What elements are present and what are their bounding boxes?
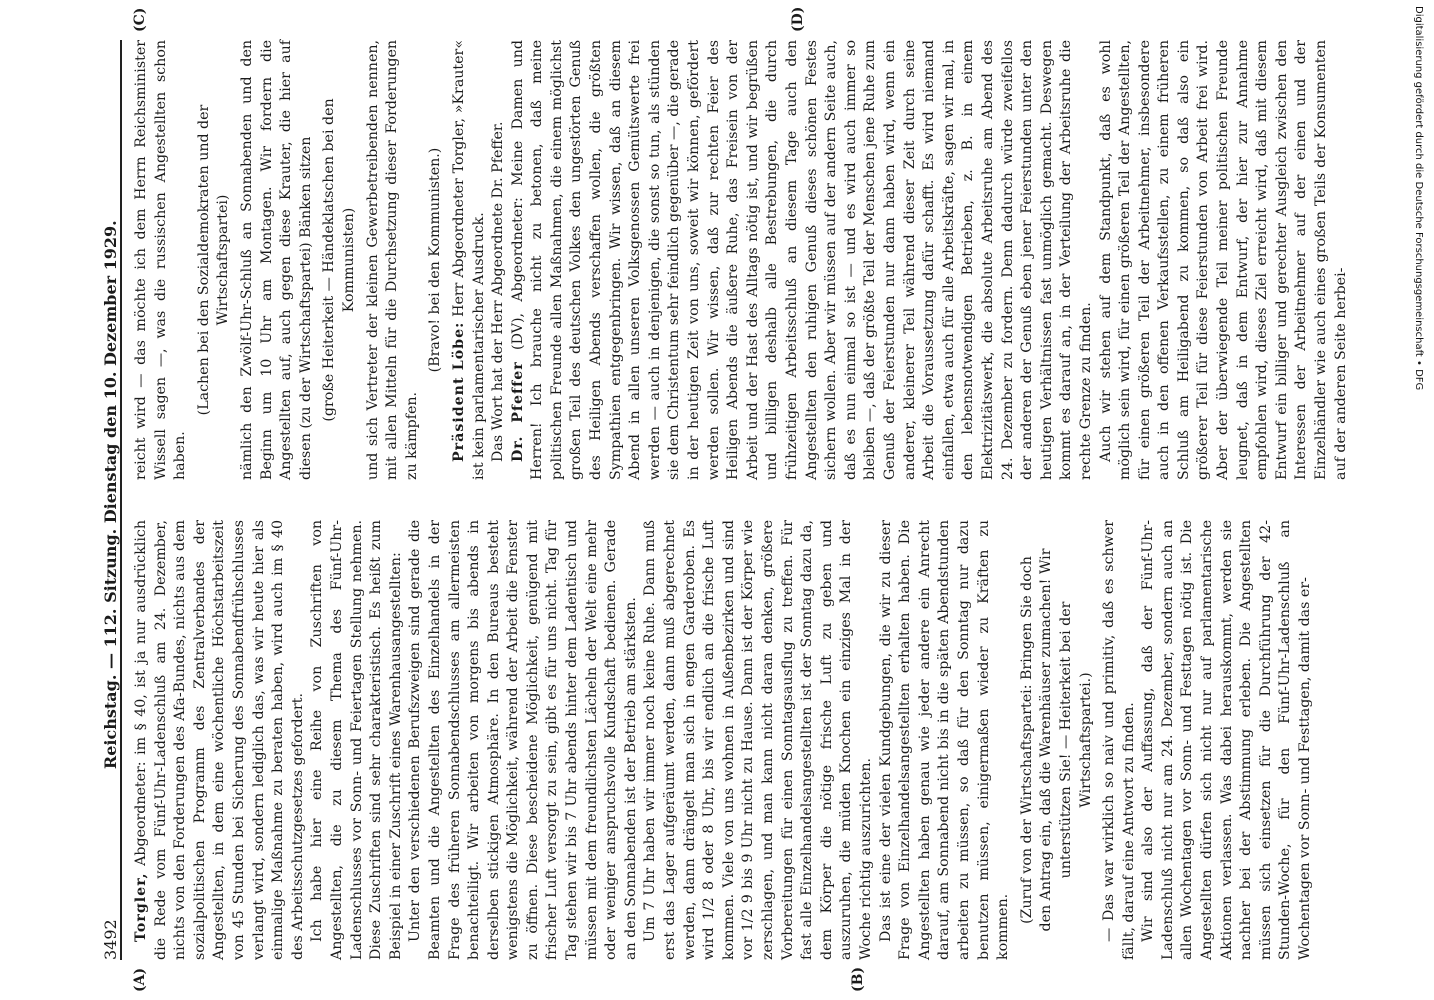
text-paragraph: und sich Vertreter der kleinen Gewerbetreibenden nennen, mit allen Mitteln für die Durchsetzung dieser Forderungen zu kämpfen. [364, 40, 420, 480]
digitization-notice-text: Digitalisierung gefördert durch die Deutsche Forschungsgemeinschaft • DFG [1413, 6, 1424, 391]
speaker-name: Dr. Pfeffer [509, 361, 526, 462]
text-paragraph: — Das war wirklich so naiv und primitiv, daß es schwer fällt, darauf eine Antwort zu finden. [1101, 520, 1137, 960]
margin-mark-c: (C) [132, 7, 148, 32]
speech-paragraph [509, 40, 1097, 480]
speaker-role: (DV), Abgeordneter: [509, 197, 526, 350]
speech-text: im § 40, ist ja nur ausdrücklich die Rede vom Fünf-Uhr-Ladenschluß am 24. Dezember, nichts von den Forderungen des Afa-Bundes, nichts aus dem sozialpolitischen Programm des Zentralverbandes der Angestellten, in dem eine wöchentliche Höchstarbeitszeit von 45 Stunden bei Sicherung des Sonnabendfrühschlusses verlangt wird, sondern lediglich das, was wir heute hier als einmalige Maßnahme zu beraten haben, wird auch im § 40 des Arbeitsschutzgesetzes gefordert. [133, 520, 306, 960]
quoted-letter-paragraph: Um 7 Uhr haben wir immer noch keine Ruhe. Dann muß erst das Lager aufgeräumt werden, dann muß abgerechnet werden, dann drängelt man sich in engen Garderoben. Es wird 1/2 8 oder 8 Uhr, bis wir endlich an die frische Luft kommen. Viele von uns wohnen in Außenbezirken und sind vor 1/2 9 bis 9 Uhr nicht zu Hause. Dann ist der Körper wie zerschlagen, und man kann nicht daran denken, größere Vorbereitungen für einen Sonntagsausflug zu treffen. Für fast alle Einzelhandelsangestellten ist der Sonntag dazu da, dem Körper die nötige frische Luft zu geben und auszuruhen, die müden Knochen ein einziges Mal in der Woche richtig auszurichten. [642, 520, 874, 960]
margin-mark-a: (A) [132, 967, 148, 992]
speech-text: Herr Abgeordneter Torgler, »Krauter« ist kein parlamentarischer Ausdruck. [450, 40, 487, 480]
page-number: 3492 [101, 919, 120, 960]
left-column [132, 520, 1316, 960]
right-column [132, 40, 1351, 480]
quoted-letter-paragraph: Unter den verschiedenen Berufszweigen sind gerade die Beamten und die Angestellten des Einzelhandels in der Frage des früheren Sonnabendschlusses am allermeisten benachteiligt. Wir arbeiten von morgens bis abends in derselben stickigen Atmosphäre. In den Bureaus besteht wenigstens die Möglichkeit, während der Arbeit die Fenster zu öffnen. Diese bescheidene Möglichkeit, genügend mit frischer Luft versorgt zu sein, gibt es für uns nicht. Tag für Tag stehen wir bis 7 Uhr abends hinter dem Ladentisch und müssen mit dem freundlichsten Lächeln der Welt eine mehr oder weniger anspruchsvolle Kundschaft bedienen. Gerade an den Sonnabenden ist der Betrieb am stärksten. [407, 520, 639, 960]
interjection: (Zuruf von der Wirtschaftspartei: Bringen Sie doch den Antrag ein, daß die Warenhäuser zumachen! Wir unterstützen Sie! — Heiterkeit bei der Wirtschaftspartei.) [1018, 548, 1094, 932]
speech-text: Meine Damen und Herren! Ich brauche nicht zu betonen, daß meine politischen Freunde allen Maßnahmen, die einem möglichst großen Teil des deutschen Volkes den ungestörten Genuß des Heiligen Abends verschaffen wollen, die größten Sympathien entgegenbringen. Wir wissen, daß an diesem Abend in allen unseren Volksgenossen Gemütswerte frei werden — auch in denjenigen, die sonst so tun, als stünden sie dem Christentum sehr feindlich gegenüber —, die gerade in der heutigen Zeit von uns, soweit wir können, gefördert werden sollen. Wir wissen, daß zur rechten Feier des Heiligen Abends die äußere Ruhe, das Freisein von der Arbeit und der Hast des Alltags nötig ist, und wir begrüßen und billigen deshalb alle Bestrebungen, die durch frühzeitigen Arbeitsschluß an diesem Tage auch den Angestellten den ruhigen Genuß dieses schönen Festes sichern wollen. Aber wir müssen auf der andern Seite auch, daß es nun einmal so ist — und es wird auch immer so bleiben —, daß der größte Teil der Menschen jene Ruhe zum Genuß der Feierstunden nur dann haben wird, wenn ein anderer, kleinerer Teil während dieser Zeit durch seine Arbeit die Voraussetzung dafür schafft. Es wird niemand einfallen, etwa auch für alle Arbeitskräfte, sagen wir mal, in den lebensnotwendigen Betrieben, z. B. in einem Elektrizitätswerk, die absolute Arbeitsruhe am Abend des 24. Dezember zu fordern. Denn dadurch würde zweifellos der anderen der Genuß eben jener Feierstunden unter den heutigen Verhältnissen fast unmöglich gemacht. Deswegen kommt es darauf an, in der Verteilung der Arbeitsruhe die rechte Grenze zu finden. [509, 39, 1094, 480]
interjection: (Bravo! bei den Kommunisten.) [427, 147, 444, 373]
speaker-role: Abgeordneter: [133, 761, 149, 866]
speaker-name: Präsident Löbe: [450, 321, 467, 462]
text-paragraph: Das ist eine der vielen Kundgebungen, die wir zu dieser Frage von Einzelhandelsangestellten erhalten haben. Die Angestellten haben genau wie jeder andere ein Anrecht darauf, am Sonnabend nicht bis in die späten Abendstunden arbeiten zu müssen, so daß für den Sonntag nur dazu benutzen müssen, einigermaßen wieder zu Kräften zu kommen. [877, 520, 1012, 960]
margin-mark-b: (B) [850, 966, 866, 992]
rotated-page-content [80, 0, 1410, 1000]
text-paragraph: Auch wir stehen auf dem Standpunkt, daß es wohl möglich sein wird, für einen größeren Teil der Angestellten, für einen größeren Teil der Arbeitnehmer, insbesondere auch in den offenen Verkaufsstellen, zu einem früheren Schluß am Heiligabend zu kommen, so daß also ein größerer Teil für diese Feierstunden von Arbeit frei wird. Aber der überwiegende Teil meiner politischen Freunde leugnet, daß in dem Entwurf, der hier zur Annahme empfohlen wird, dieses Ziel erreicht wird, daß mit diesem Entwurf ein billiger und gerechter Ausgleich zwischen den Interessen der Arbeitnehmer auf der einen und der Einzelhändler wie auch eines großen Teils der Konsumenten auf der anderen Seite herbei- [1097, 40, 1349, 480]
text-paragraph: Wir sind also der Auffassung, daß der Fünf-Uhr-Ladenschluß nicht nur am 24. Dezember, sondern auch an allen Wochentagen vor Sonn- und Festtagen nötig ist. Die Angestellten dürfen sich nicht nur auf parlamentarische Aktionen verlassen. Was dabei herauskommt, werden sie nachher bei der Abstimmung erleben. Die Angestellten müssen sich einsetzen für die Durchführung der 42-Stunden-Woche, für den Fünf-Uhr-Ladenschluß an Wochentagen vor Sonn- und Festtagen, damit das er- [1140, 520, 1314, 960]
text-paragraph: reicht wird — das möchte ich dem Herrn Reichsminister Wissell sagen —, was die russischen Angestellten schon haben. [133, 40, 189, 480]
speech-paragraph [450, 40, 489, 480]
text-paragraph: Das Wort hat der Herr Abgeordnete Dr. Pfeffer. [490, 121, 507, 462]
digitization-notice [1413, 6, 1424, 390]
page-header-title: Reichstag. — 112. Sitzung. Dienstag den 10. Dezember 1929. [101, 220, 120, 770]
running-head [80, 40, 122, 960]
speech-paragraph [132, 520, 308, 960]
text-paragraph: Ich habe hier eine Reihe von Zuschriften von Angestellten, die zu diesem Thema des Fünf-Uhr-Ladenschlusses vor Sonn- und Feiertagen Stellung nehmen. Diese Zuschriften sind sehr charakteristisch. Es heißt zum Beispiel in einer Zuschrift eines Warenhausangestellten: [309, 520, 404, 960]
margin-mark-d: (D) [790, 6, 806, 32]
text-paragraph: nämlich den Zwölf-Uhr-Schluß an Sonnabenden und den Beginn um 10 Uhr am Montagen. Wir fordern die Angestellten auf, auch gegen diese Krauter, die hier auf diesen (zu der Wirtschaftspartei) Bänken sitzen [238, 40, 314, 480]
interjection: (Lachen bei den Sozialdemokraten und der Wirtschaftspartei) [195, 104, 232, 416]
protocol-page [80, 0, 1410, 1000]
speaker-name: Torgler, [133, 872, 149, 942]
interjection: (große Heiterkeit — Händeklatschen bei den Kommunisten) [321, 98, 357, 422]
